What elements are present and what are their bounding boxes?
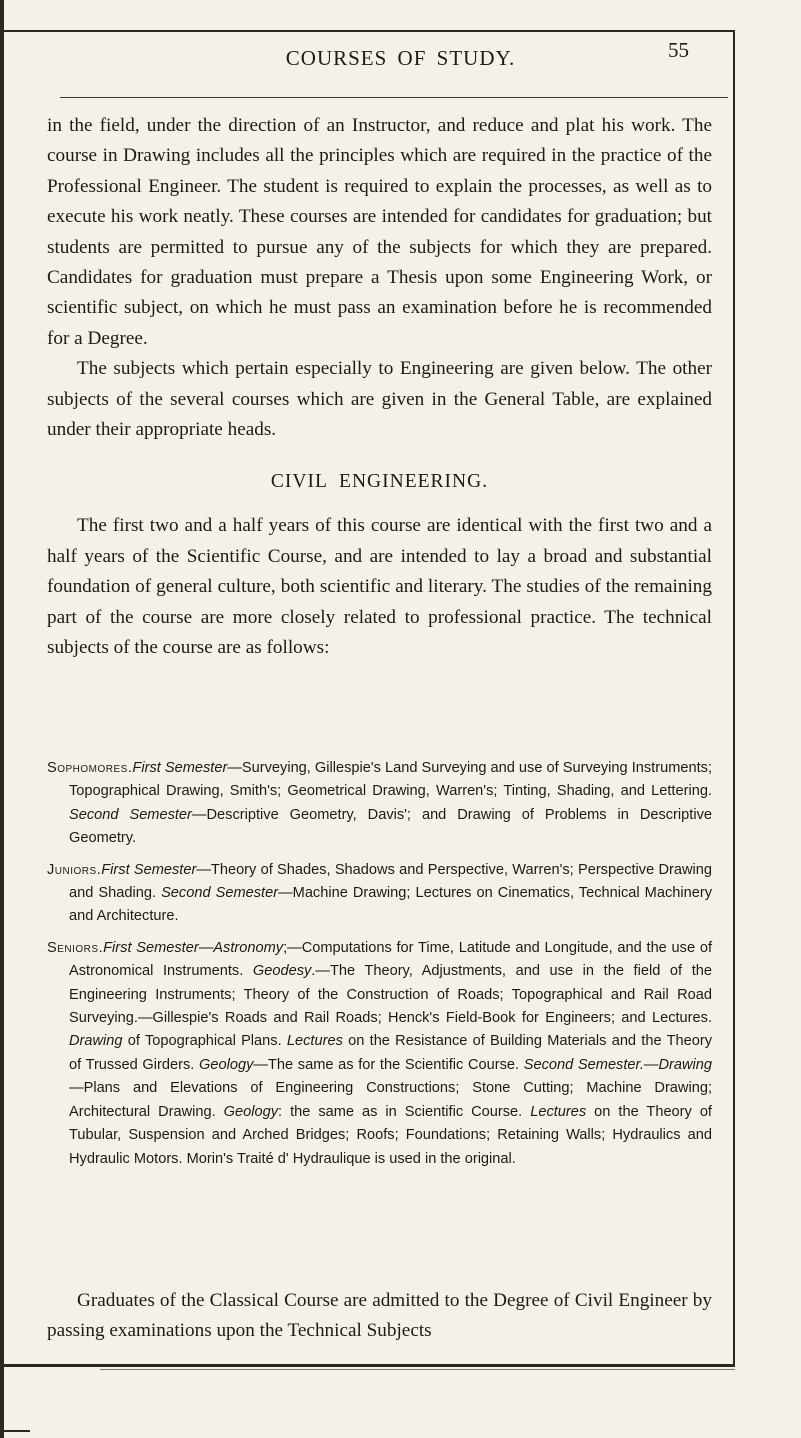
- page-border-bottom-inner: [100, 1369, 735, 1370]
- intro-paragraph-2: The subjects which pertain especially to Engineering are given below. The other subjects of the several courses which are given in the General Table, are explained under their appropriate heads.: [47, 358, 712, 441]
- semester-label: Second Semester: [161, 885, 279, 902]
- entry-text: .—The Theory, Adjustments, and use in the field of the Engineering Instruments; Theory of the Construction of Roads; Topographical and Rail Road Surveying.—Gillespie's Roads and Rail Roads; Henck's Field-Book for Engineers; and Lectures.: [69, 963, 712, 1027]
- entry-text: on the Theory of Tubular, Suspension and Arched Bridges; Roofs; Foundations; Retaining Walls; Hydraulics and Hydraulic Motors. Morin's Traité d' Hydraulique is used in the original.: [69, 1103, 712, 1167]
- binding-edge: [0, 0, 4, 1438]
- entry-text: on the Resistance of Building Materials and the Theory of Trussed Girders.: [69, 1033, 713, 1073]
- semester-label: First Semester: [101, 861, 197, 878]
- entry-text: —Surveying, Gillespie's Land Surveying and use of Surveying Instruments; Topographical Drawing, Smith's; Geometrical Drawing, Warren's; Tinting, Shading, and Lettering.: [69, 760, 712, 800]
- course-list: [47, 757, 712, 1179]
- closing-paragraph: Graduates of the Classical Course are admitted to the Degree of Civil Engineer by passing examinations upon the Technical Subjects: [47, 1290, 712, 1342]
- intro-paragraph-1: in the field, under the direction of an Instructor, and reduce and plat his work. The course in Drawing includes all the principles which are required in the practice of the Professional Engineer. The student is required to explain the processes, as well as to execute his work neatly. These courses are intended for candidates for graduation; but students are permitted to pursue any of the subjects for which they are prepared. Candidates for graduation must prepare a Thesis upon some Engineering Work, or scientific subject, on which he must pass an examination before he is recommended for a Degree.: [47, 115, 712, 349]
- class-label-sophomores: Sophomores.: [47, 760, 133, 776]
- entry-text: —The same as for the Scientific Course.: [253, 1056, 520, 1073]
- subject-label: Geodesy: [252, 963, 312, 980]
- class-label-seniors: Seniors.: [47, 939, 104, 956]
- subject-label: Drawing: [69, 1033, 123, 1050]
- main-text: [47, 111, 712, 664]
- entry-text: —Machine Drawing; Lectures on Cinematics, Technical Machinery and Architecture.: [69, 885, 712, 925]
- sophomores-entry: [47, 757, 712, 851]
- juniors-entry: [47, 859, 712, 929]
- running-title: COURSES OF STUDY.: [285, 46, 516, 70]
- page-border-right: [733, 30, 735, 1366]
- class-label-juniors: Juniors.: [47, 861, 102, 878]
- subject-label: Lectures: [286, 1033, 343, 1050]
- page-border-top: [0, 30, 735, 32]
- entry-text: —Plans and Elevations of Engineering Constructions; Stone Cutting; Machine Drawing; Architectural Drawing.: [69, 1080, 712, 1120]
- subject-label: Geology: [199, 1056, 254, 1073]
- seniors-entry: [47, 937, 712, 1171]
- subject-label: Lectures: [530, 1103, 587, 1120]
- page-number: 55: [668, 38, 689, 62]
- subject-label: Geology: [223, 1103, 279, 1120]
- section-heading: CIVIL ENGINEERING.: [270, 471, 489, 493]
- semester-label: First Semester—Astronomy: [103, 939, 284, 956]
- entry-text: ;—Computations for Time, Latitude and Longitude, and the use of Astronomical Instruments.: [69, 939, 712, 980]
- page-border-bottom: [0, 1364, 735, 1367]
- semester-label: Second Semester: [69, 806, 192, 823]
- entry-text: —Descriptive Geometry, Davis'; and Drawing of Problems in Descriptive Geometry.: [69, 806, 712, 847]
- entry-text: —Theory of Shades, Shadows and Perspective, Warren's; Perspective Drawing and Shading.: [69, 861, 712, 902]
- closing-text: [47, 1286, 712, 1347]
- section-paragraph: The first two and a half years of this course are identical with the first two and a half years of the Scientific Course, and are intended to lay a broad and substantial foundation of general culture, both scientific and literary. The studies of the remaining part of the course are more closely related to professional practice. The technical subjects of the course are as follows:: [47, 515, 712, 659]
- header-rule: [60, 97, 728, 98]
- semester-label: Second Semester.—Drawing: [523, 1056, 713, 1073]
- entry-text: : the same as in Scientific Course.: [278, 1103, 523, 1120]
- entry-text: of Topographical Plans.: [122, 1033, 282, 1050]
- page-corner-mark: [0, 1430, 30, 1432]
- semester-label: First Semester: [132, 760, 228, 776]
